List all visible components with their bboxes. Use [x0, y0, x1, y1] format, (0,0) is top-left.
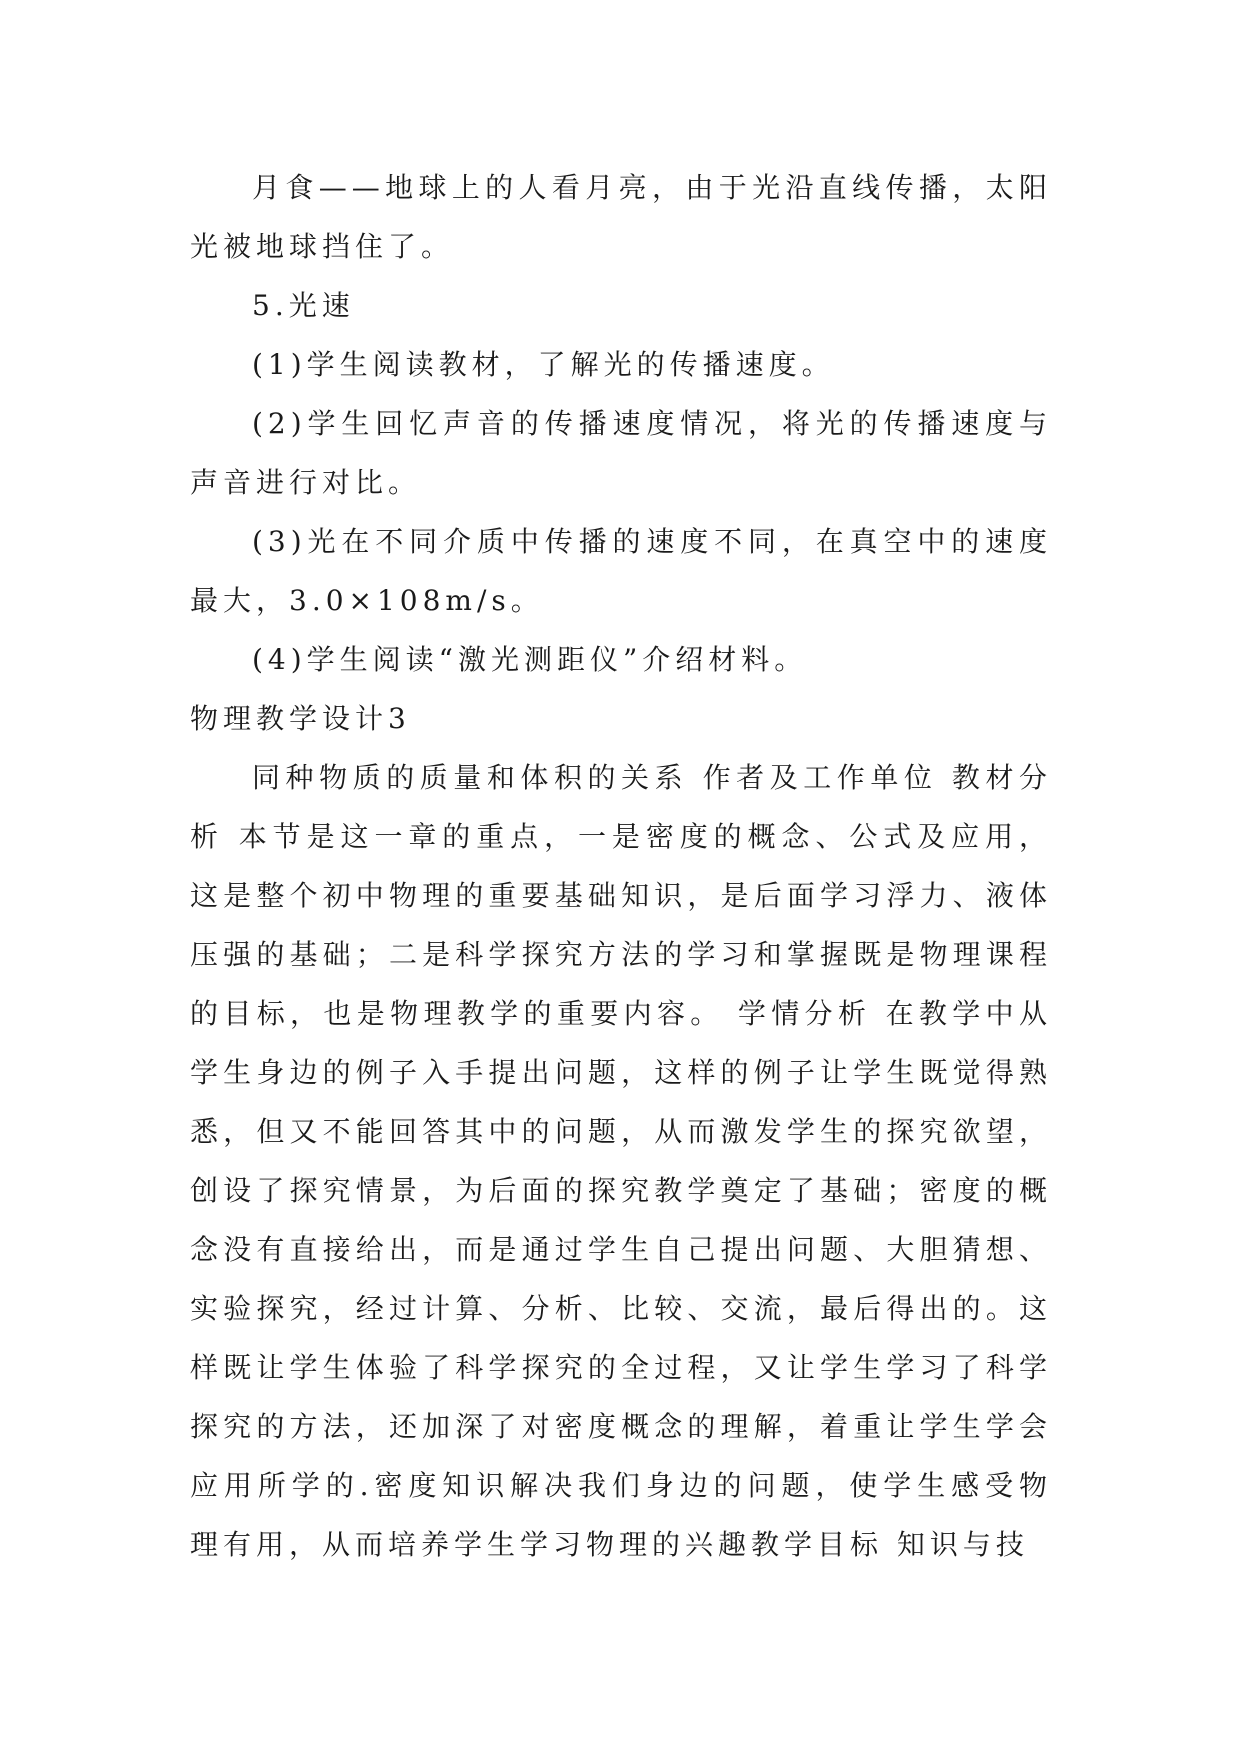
- document-body: [190, 158, 1052, 1574]
- section-light-speed: 5.光速: [252, 289, 355, 322]
- list-item-1: (1)学生阅读教材，了解光的传播速度。: [252, 348, 835, 381]
- list-item-3: (3)光在不同介质中传播的速度不同，在真空中的速度最大，3.0×108m/s。: [190, 525, 1052, 617]
- list-item-2: (2)学生回忆声音的传播速度情况，将光的传播速度与声音进行对比。: [190, 407, 1052, 499]
- paragraph-density-design: 同种物质的质量和体积的关系 作者及工作单位 教材分析 本节是这一章的重点，一是密度的概念、公式及应用，这是整个初中物理的重要基础知识，是后面学习浮力、液体压强的基础；二是科学探究方法的学习和掌握既是物理课程的目标，也是物理教学的重要内容。 学情分析 在教学中从学生身边的例子入手提出问题，这样的例子让学生既觉得熟悉，但又不能回答其中的问题，从而激发学生的探究欲望，创设了探究情景，为后面的探究教学奠定了基础；密度的概念没有直接给出，而是通过学生自己提出问题、大胆猜想、实验探究，经过计算、分析、比较、交流，最后得出的。这样既让学生体验了科学探究的全过程，又让学生学习了科学探究的方法，还加深了对密度概念的理解，着重让学生学会应用所学的.密度知识解决我们身边的问题，使学生感受物理有用，从而培养学生学习物理的兴趣教学目标 知识与技: [190, 761, 1052, 1561]
- paragraph-lunar-eclipse: 月食——地球上的人看月亮，由于光沿直线传播，太阳光被地球挡住了。: [190, 171, 1052, 263]
- section-heading: 物理教学设计3: [190, 702, 411, 735]
- list-item-4: (4)学生阅读“激光测距仪”介绍材料。: [252, 643, 808, 676]
